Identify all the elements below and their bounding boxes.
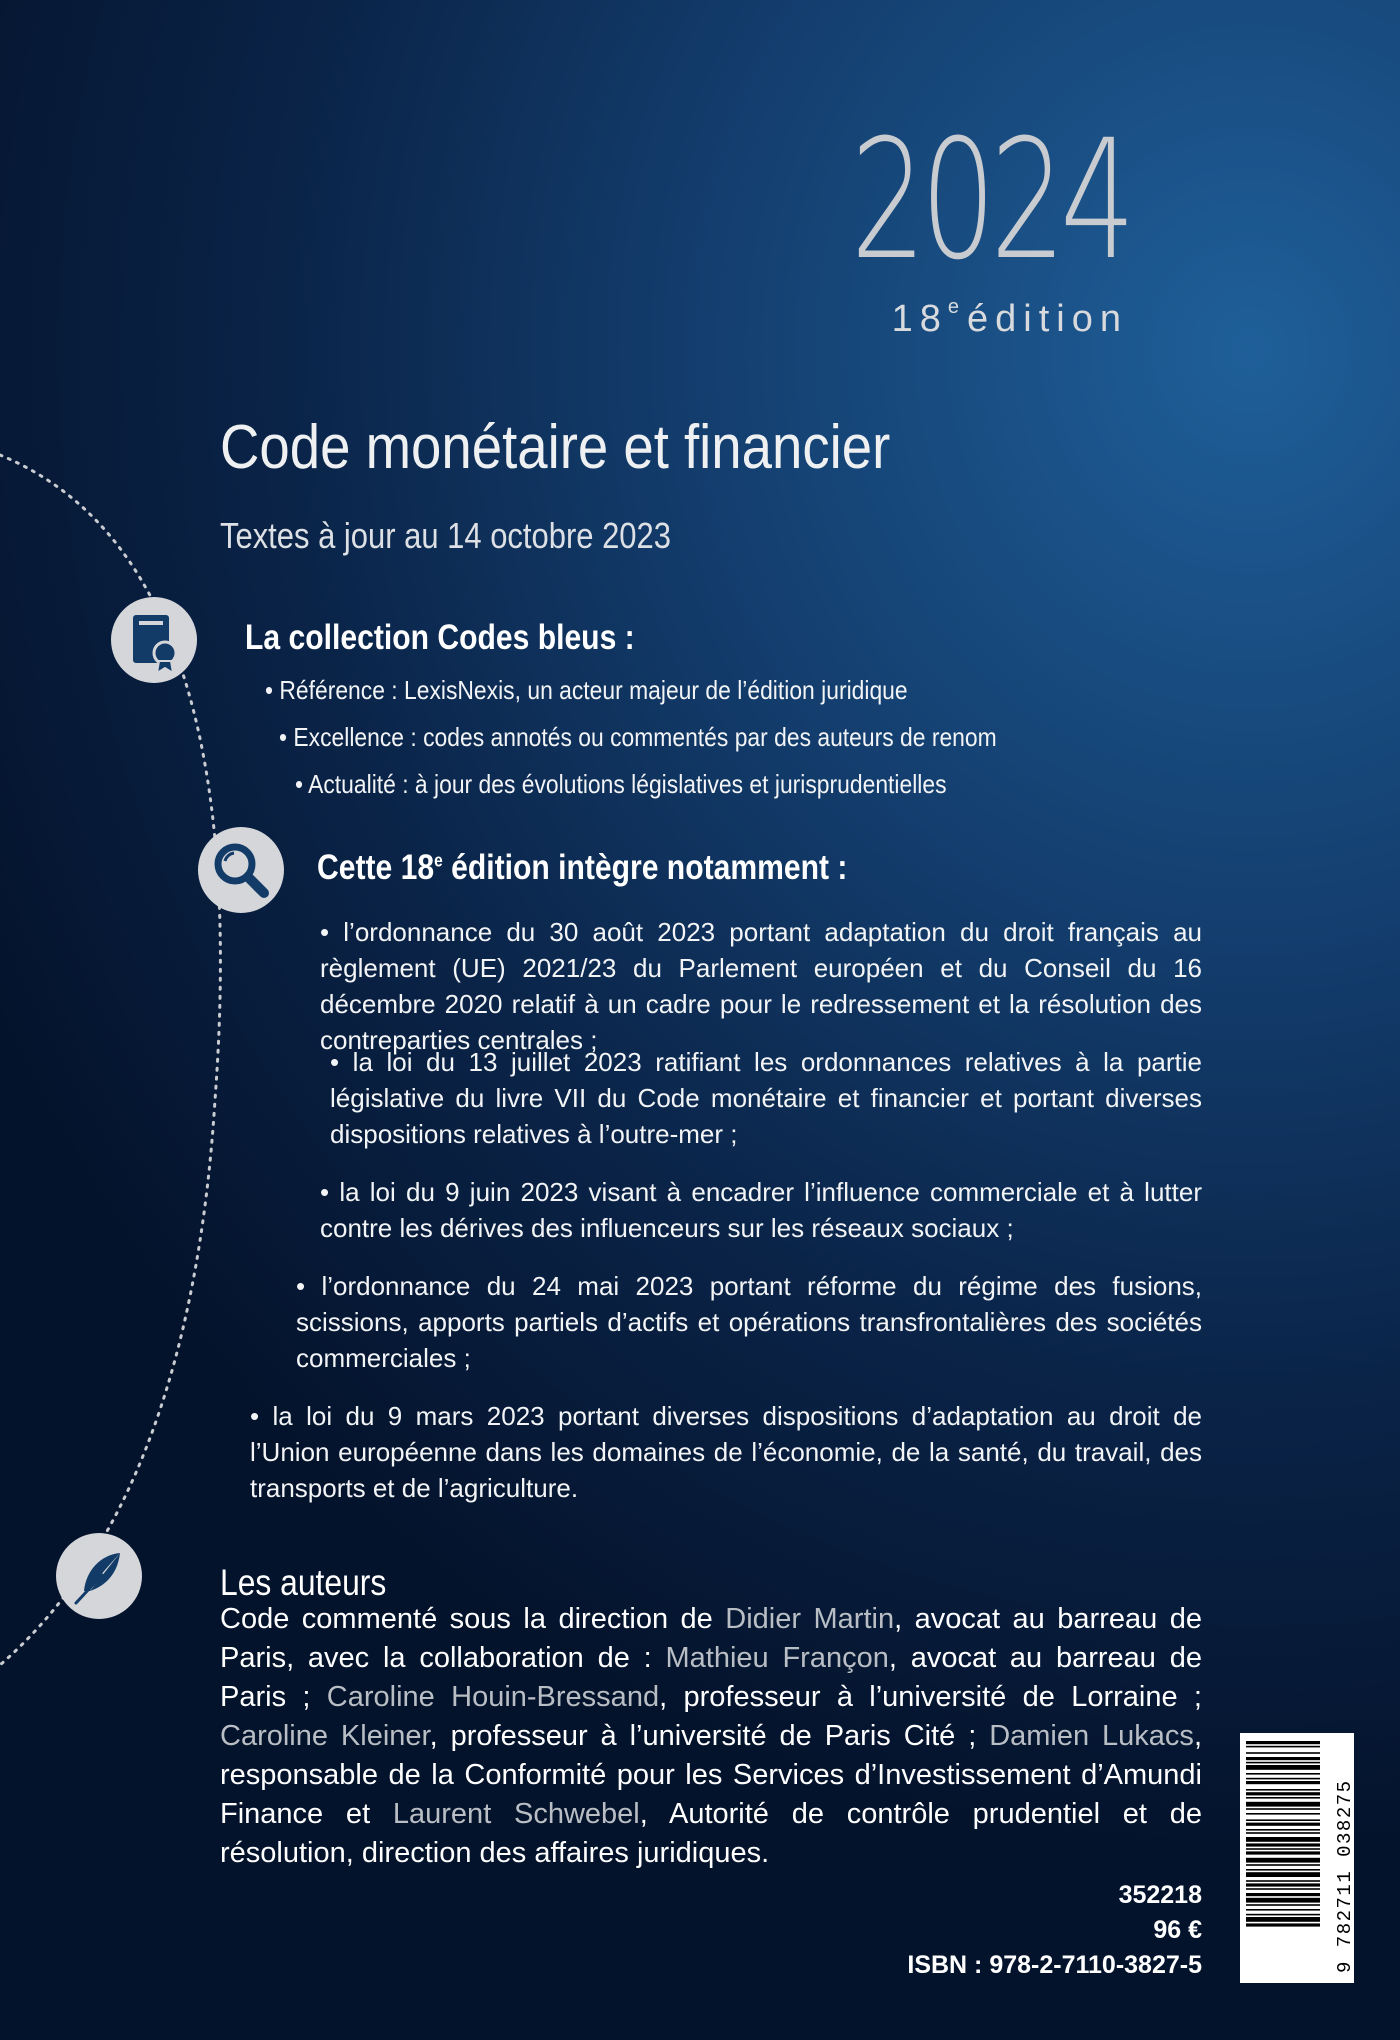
barcode-bar — [1246, 1872, 1320, 1877]
edition-heading-text: Cette 18 — [317, 848, 435, 887]
barcode-bar — [1246, 1893, 1320, 1896]
barcode-bar — [1246, 1880, 1320, 1882]
barcode-bar — [1246, 1888, 1320, 1890]
authors-text: , professeur à l’université de Lorraine ; — [659, 1681, 1202, 1713]
collection-heading: La collection Codes bleus : — [245, 618, 635, 657]
edition-heading — [317, 848, 847, 888]
edition-word: édition — [967, 298, 1128, 340]
authors-text: Code commenté sous la direction de — [220, 1603, 726, 1635]
collection-item: • Référence : LexisNexis, un acteur majeur de l’édition juridique — [265, 675, 908, 705]
barcode-bar — [1246, 1851, 1320, 1854]
barcode-bar — [1246, 1904, 1320, 1906]
reference-number: 352218 — [1118, 1881, 1202, 1909]
edition-heading-text-end: édition intègre notamment : — [442, 848, 848, 887]
barcode-bar — [1246, 1843, 1320, 1846]
authors-paragraph — [220, 1600, 1202, 1873]
barcode-bar — [1246, 1883, 1320, 1886]
barcode-bar — [1246, 1864, 1320, 1866]
barcode-bar — [1246, 1914, 1320, 1916]
barcode-bar — [1246, 1923, 1320, 1926]
edition-suffix: e — [947, 296, 960, 319]
barcode-bar — [1246, 1765, 1320, 1770]
edition-year: 2024 — [850, 104, 1130, 296]
barcode-bar — [1246, 1778, 1320, 1780]
book-title: Code monétaire et financier — [220, 413, 891, 482]
barcode-bar — [1246, 1792, 1320, 1795]
authors-text: , Autorité de contrôle prudentiel et de résolution, direction des affaires juridiques. — [220, 1798, 1202, 1869]
edition-item: • l’ordonnance du 24 mai 2023 portant réforme du régime des fusions, scissions, apports partiels d’actifs et opérations transfrontalières des sociétés commerciales ; — [296, 1271, 1202, 1373]
magnifier-icon — [198, 827, 284, 913]
barcode-bar — [1246, 1909, 1320, 1911]
barcode-bar — [1246, 1832, 1320, 1834]
book-subtitle: Textes à jour au 14 octobre 2023 — [220, 515, 671, 556]
barcode-bar — [1246, 1829, 1320, 1831]
authors-heading: Les auteurs — [220, 1562, 387, 1603]
feather-quill-icon — [56, 1533, 142, 1619]
barcode-digits: 9 782711 038275 — [1334, 1779, 1356, 1973]
edition-heading-sup: e — [434, 850, 443, 871]
authors-text: , avocat au barreau de Paris ; — [220, 1642, 1202, 1713]
barcode-bar — [1246, 1819, 1320, 1821]
barcode-bar — [1246, 1898, 1320, 1903]
barcode-bar — [1246, 1781, 1320, 1784]
edition-label — [892, 298, 1128, 341]
barcode-bar — [1246, 1741, 1320, 1744]
barcode-bar — [1246, 1802, 1320, 1807]
barcode-bar — [1246, 1762, 1320, 1764]
barcode-bar — [1246, 1848, 1320, 1850]
edition-number: 18 — [891, 298, 948, 340]
edition-item: • la loi du 9 juin 2023 visant à encadrer l’influence commerciale et à lutter contre les dérives des influenceurs sur les réseaux sociaux ; — [320, 1177, 1202, 1243]
barcode-bar — [1246, 1869, 1320, 1871]
barcode-bar — [1246, 1858, 1320, 1863]
author-name: Laurent Schwebel — [392, 1798, 640, 1830]
barcode-bar — [1246, 1773, 1320, 1775]
author-name: Damien Lukacs — [989, 1720, 1194, 1752]
edition-item: • l’ordonnance du 30 août 2023 portant adaptation du droit français au règlement (UE) 2021/23 du Parlement européen et du Conseil du 16 décembre 2020 relatif à un cadre pour le redressement et la résolution des contreparties centrales ; — [320, 917, 1202, 1055]
author-name: Caroline Houin-Bressand — [326, 1681, 660, 1713]
collection-item: • Actualité : à jour des évolutions législatives et jurisprudentielles — [295, 769, 947, 799]
price: 96 € — [1153, 1916, 1202, 1944]
barcode-bar — [1246, 1746, 1320, 1748]
edition-item: • la loi du 9 mars 2023 portant diverses dispositions d’adaptation au droit de l’Union européenne dans les domaines de l’économie, de la santé, du travail, des transports et de l’agriculture. — [250, 1401, 1202, 1503]
book-ribbon-icon — [111, 597, 197, 683]
barcode-bar — [1246, 1917, 1320, 1922]
authors-text: , professeur à l’université de Paris Cité ; — [429, 1720, 990, 1752]
author-name: Mathieu Françon — [665, 1642, 889, 1674]
barcode-bar — [1246, 1757, 1320, 1760]
authors-text: , avocat au barreau de Paris, avec la collaboration de : — [220, 1603, 1202, 1674]
edition-item: • la loi du 13 juillet 2023 ratifiant les ordonnances relatives à la partie législative du livre VII du Code monétaire et financier et portant diverses dispositions relatives à l’outre-mer ; — [330, 1047, 1202, 1149]
barcode-bar — [1246, 1789, 1320, 1791]
barcode-bar — [1246, 1823, 1320, 1826]
barcode-bar — [1246, 1813, 1320, 1815]
collection-item: • Excellence : codes annotés ou commentés par des auteurs de renom — [279, 722, 997, 752]
product-codes — [907, 1878, 1202, 1983]
isbn: ISBN : 978-2-7110-3827-5 — [907, 1951, 1202, 1979]
authors-text: , responsable de la Conformité pour les Services d’Investissement d’Amundi Finance et — [220, 1720, 1202, 1830]
author-name: Didier Martin — [725, 1603, 895, 1635]
barcode-bar — [1246, 1797, 1320, 1799]
barcode-bar — [1246, 1752, 1320, 1754]
author-name: Caroline Kleiner — [220, 1720, 430, 1752]
barcode-bar — [1246, 1808, 1320, 1810]
barcode-bar — [1246, 1837, 1320, 1842]
